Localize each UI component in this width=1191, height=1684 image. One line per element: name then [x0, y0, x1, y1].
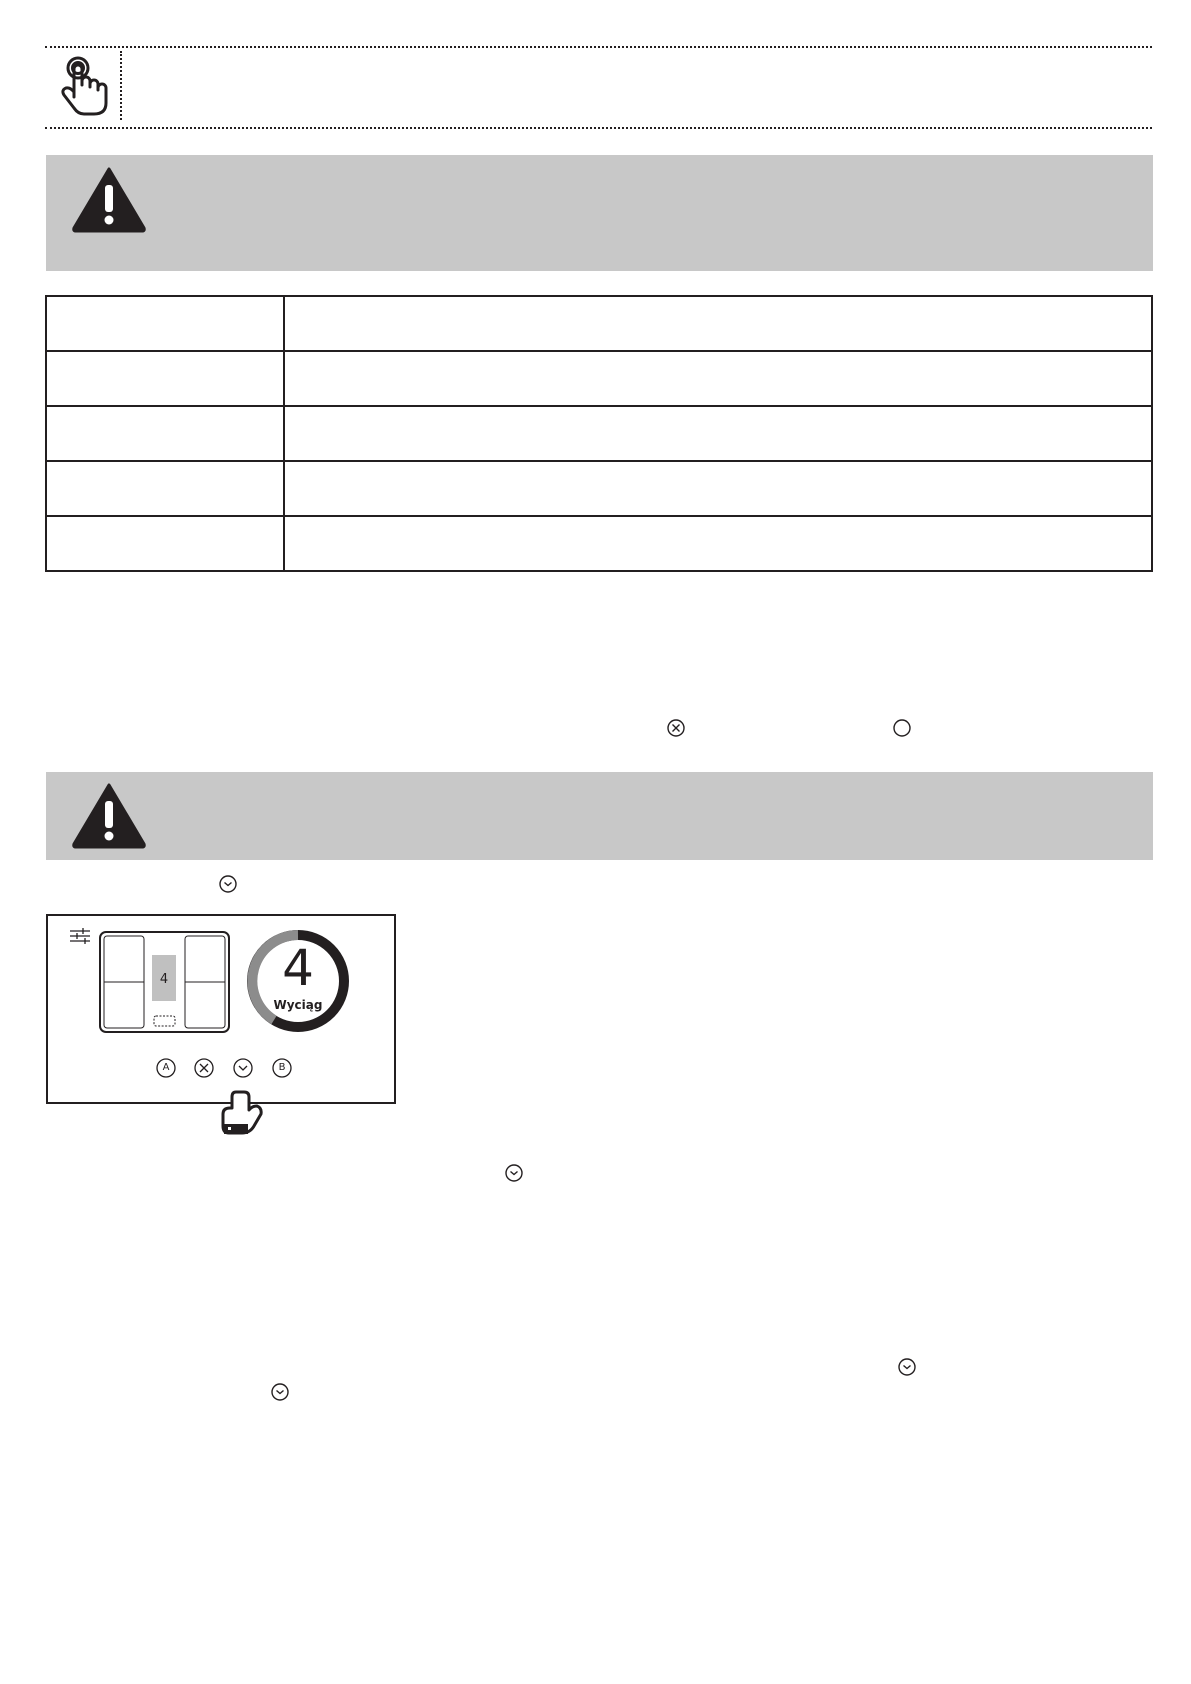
extraction-label: Wyciąg — [273, 998, 323, 1012]
circle-x-icon — [195, 1059, 213, 1077]
extraction-level-value: 4 — [282, 939, 314, 997]
timer-icon — [897, 1357, 917, 1377]
timer-icon — [270, 1382, 290, 1402]
timer-icon — [234, 1059, 252, 1077]
timer-icon — [504, 1163, 524, 1183]
button-b-label: B — [278, 1062, 286, 1073]
button-a-label: A — [162, 1062, 170, 1073]
pointing-hand-icon — [223, 1092, 261, 1134]
filter-level-value: 4 — [159, 972, 169, 987]
settings-sliders-icon — [70, 928, 90, 944]
